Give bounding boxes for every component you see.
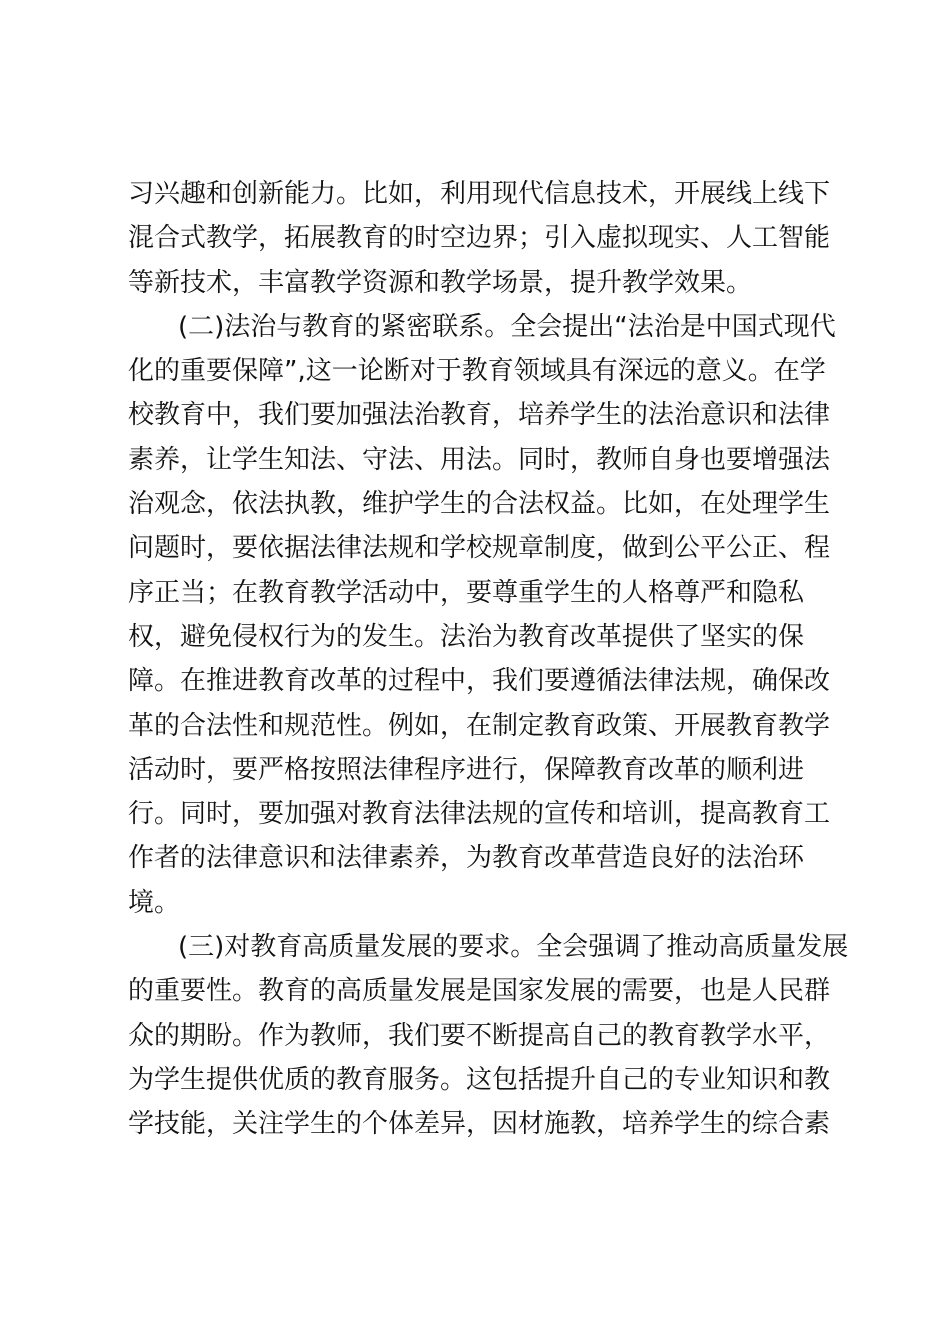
text-line: 素养，让学生知法、守法、用法。同时，教师自身也要增强法 (128, 444, 831, 475)
text-line: 境。 (128, 887, 181, 918)
text-line: 活动时，要严格按照法律程序进行，保障教育改革的顺利进 (128, 754, 805, 785)
text-line: 革的合法性和规范性。例如，在制定教育政策、开展教育教学 (128, 710, 831, 741)
text-line: 问题时，要依据法律法规和学校规章制度，做到公平公正、程 (128, 533, 831, 564)
text-line: 等新技术，丰富教学资源和教学场景，提升教学效果。 (128, 267, 753, 298)
paragraph-first-line: (三)对教育高质量发展的要求。全会强调了推动高质量发展 (178, 932, 849, 963)
paragraph-first-line: (二)法治与教育的紧密联系。全会提出“法治是中国式现代 (178, 311, 836, 342)
text-line: 校教育中，我们要加强法治教育，培养学生的法治意识和法律 (128, 400, 831, 431)
text-line: 行。同时，要加强对教育法律法规的宣传和培训，提高教育工 (128, 799, 831, 830)
text-line: 障。在推进教育改革的过程中，我们要遵循法律法规，确保改 (128, 666, 831, 697)
text-line: 为学生提供优质的教育服务。这包括提升自己的专业知识和教 (128, 1064, 831, 1095)
text-line: 众的期盼。作为教师，我们要不断提高自己的教育教学水平， (128, 1020, 831, 1051)
text-line: 权，避免侵权行为的发生。法治为教育改革提供了坚实的保 (128, 621, 805, 652)
text-line: 学技能，关注学生的个体差异，因材施教，培养学生的综合素 (128, 1109, 831, 1140)
text-line: 序正当；在教育教学活动中，要尊重学生的人格尊严和隐私 (128, 577, 805, 608)
text-line: 化的重要保障”,这一论断对于教育领域具有深远的意义。在学 (128, 356, 826, 387)
text-line: 混合式教学，拓展教育的时空边界；引入虚拟现实、人工智能 (128, 223, 831, 254)
text-line: 作者的法律意识和法律素养，为教育改革营造良好的法治环 (128, 843, 805, 874)
text-line: 治观念，依法执教，维护学生的合法权益。比如，在处理学生 (128, 489, 831, 520)
body-text (128, 172, 849, 1147)
text-line: 习兴趣和创新能力。比如，利用现代信息技术，开展线上线下 (128, 179, 831, 209)
text-line: 的重要性。教育的高质量发展是国家发展的需要，也是人民群 (128, 976, 831, 1007)
